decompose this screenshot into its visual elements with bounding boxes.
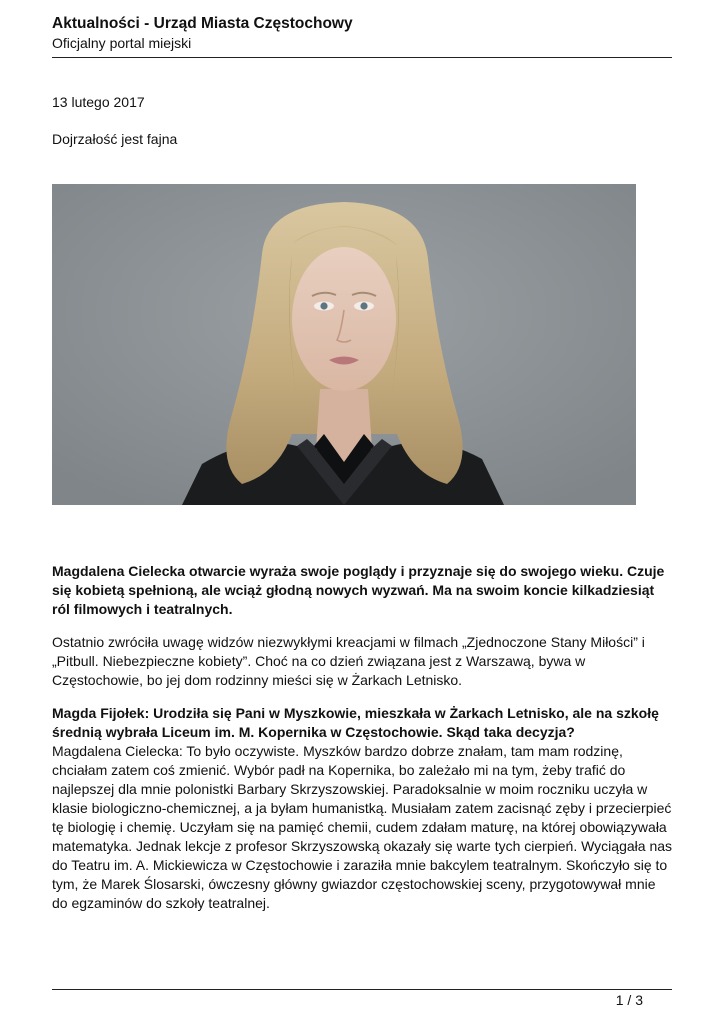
article-date: 13 lutego 2017 [52, 94, 145, 110]
page-number: 1 / 3 [615, 992, 643, 1008]
header-divider [52, 57, 672, 58]
interview-question: Magda Fijołek: Urodziła się Pani w Myszkowie, mieszkała w Żarkach Letnisko, ale na szkołę średnią wybrała Liceum im. M. Kopernika w Częstochowie. Skąd taka decyzja? [52, 705, 659, 740]
article-paragraph: Ostatnio zwróciła uwagę widzów niezwykłymi kreacjami w filmach „Zjednoczone Stany Miłości” i „Pitbull. Niebezpieczne kobiety”. Choć na co dzień związana jest z Warszawą, bywa w Częstochowie, bo jej dom rodzinny mieści się w Żarkach Letnisko. [52, 634, 645, 688]
page-header [52, 14, 672, 52]
site-title: Aktualności - Urząd Miasta Częstochowy [52, 15, 353, 32]
interview-answer: Magdalena Cielecka: To było oczywiste. Myszków bardzo dobrze znałam, tam mam rodzinę, chciałam zatem coś zmienić. Wybór padł na Kopernika, bo zależało mi na tym, żeby trafić do najlepszej dla mnie polonistki Barbary Skrzyszowskiej. Paradoksalnie w moim roczniku uczyła w klasie biologiczno-chemicznej, a ja byłam humanistką. Musiałam zatem zacisnąć zęby i przecierpieć tę biologię i chemię. Uczyłam się na pamięć chemii, cudem zdałam maturę, na której obowiązywała matematyka. Jednak lekcje z profesor Skrzyszowską okazały się warte tych cierpień. Wyciągała nas do Teatru im. A. Mickiewicza w Częstochowie i zaraziła mnie bakcylem teatralnym. Skończyło się to tym, że Marek Ślosarski, ówczesny główny gwiazdor częstochowskiej sceny, przygotowywał mnie do egzaminów do szkoły teatralnej. [52, 743, 673, 911]
article-photo [52, 184, 636, 505]
portrait-photo-icon [52, 184, 636, 505]
article-lead: Magdalena Cielecka otwarcie wyraża swoje poglądy i przyznaje się do swojego wieku. Czuje się kobietą spełnioną, ale wciąż głodną nowych wyzwań. Ma na swoim koncie kilkadziesiąt ról filmowych i teatralnych. [52, 563, 665, 617]
article-title: Dojrzałość jest fajna [52, 131, 178, 147]
footer-divider [52, 989, 672, 990]
site-subtitle: Oficjalny portal miejski [52, 35, 192, 51]
article-body [52, 562, 674, 913]
